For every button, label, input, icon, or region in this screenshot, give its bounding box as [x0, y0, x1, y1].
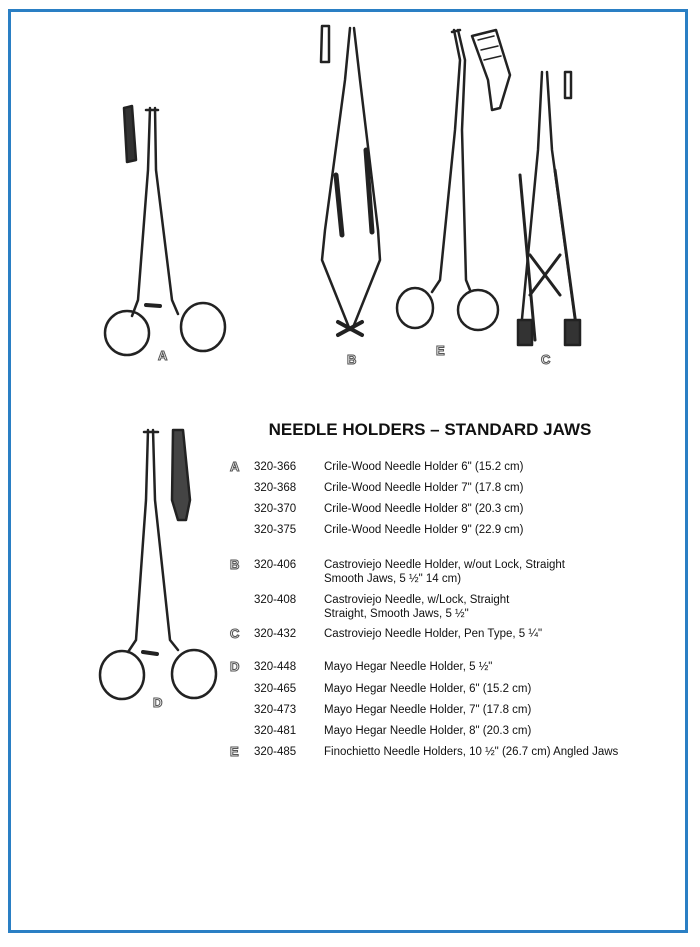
item-letter: A: [230, 459, 240, 474]
item-code: 320-473: [254, 704, 297, 716]
page-title: NEEDLE HOLDERS – STANDARD JAWS: [268, 420, 592, 439]
instrument-e-drawing: [397, 30, 510, 330]
item-description: Mayo Hegar Needle Holder, 8" (20.3 cm): [324, 725, 532, 737]
item-code: 320-406: [254, 559, 297, 571]
item-description: Castroviejo Needle Holder, w/out Lock, Straight Smooth Jaws, 5 ½" 14 cm): [324, 559, 565, 585]
figure-label-e: E: [436, 343, 445, 358]
item-description: Castroviejo Needle, w/Lock, Straight Straight, Smooth Jaws, 5 ½": [324, 594, 510, 620]
instrument-b-drawing: [321, 26, 380, 335]
item-description: Crile-Wood Needle Holder 8" (20.3 cm): [324, 503, 524, 515]
item-description: Mayo Hegar Needle Holder, 6" (15.2 cm): [324, 683, 532, 695]
item-letter: D: [230, 659, 240, 674]
item-code: 320-481: [254, 725, 297, 737]
item-code: 320-368: [254, 482, 297, 494]
figure-label-b: B: [347, 352, 357, 367]
figure-label-d: D: [153, 695, 163, 710]
item-code: 320-485: [254, 746, 297, 758]
item-code: 320-465: [254, 683, 297, 695]
item-code: 320-432: [254, 628, 297, 640]
instrument-a-drawing: [105, 106, 225, 355]
figure-label-a: A: [158, 348, 168, 363]
item-letter: B: [230, 557, 240, 572]
instrument-c-drawing: [518, 72, 580, 345]
item-description: Castroviejo Needle Holder, Pen Type, 5 ¼": [324, 628, 543, 640]
item-code: 320-366: [254, 461, 297, 473]
item-letter: E: [230, 744, 239, 759]
item-description: Crile-Wood Needle Holder 7" (17.8 cm): [324, 482, 524, 494]
item-description: Crile-Wood Needle Holder 6" (15.2 cm): [324, 461, 524, 473]
item-code: 320-408: [254, 594, 297, 606]
item-letter: C: [230, 626, 240, 641]
item-code: 320-370: [254, 503, 297, 515]
item-description: Crile-Wood Needle Holder 9" (22.9 cm): [324, 524, 524, 536]
figure-label-c: C: [541, 352, 551, 367]
instrument-d-drawing: [100, 430, 216, 699]
item-description: Mayo Hegar Needle Holder, 5 ½": [324, 661, 493, 673]
item-code: 320-375: [254, 524, 297, 536]
item-description: Finochietto Needle Holders, 10 ½" (26.7 cm) Angled Jaws: [324, 746, 619, 758]
item-code: 320-448: [254, 661, 297, 673]
item-description: Mayo Hegar Needle Holder, 7" (17.8 cm): [324, 704, 532, 716]
